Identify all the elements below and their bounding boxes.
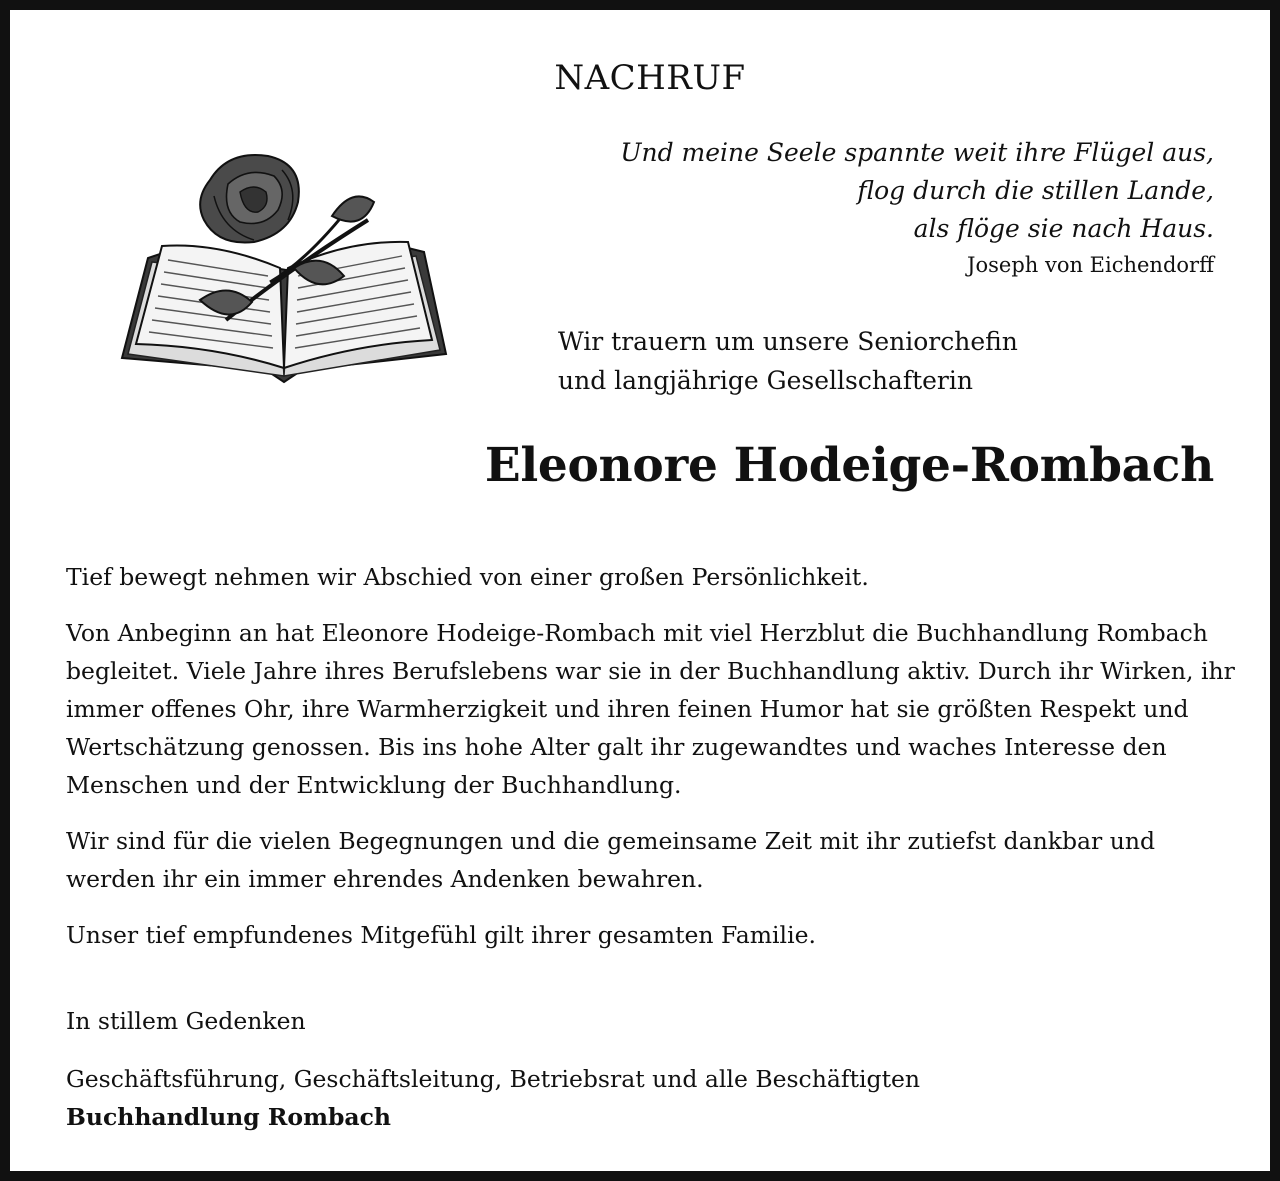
obituary-body [66,558,1236,972]
closing-greeting: In stillem Gedenken [66,1007,306,1035]
signatories: Geschäftsführung, Geschäftsleitung, Betriebsrat und alle Beschäftigten [66,1065,921,1093]
body-paragraph: Tief bewegt nehmen wir Abschied von einer großen Persönlichkeit. [66,563,869,591]
quote-author: Joseph von Eichendorff [967,253,1214,277]
body-paragraph: Wir sind für die vielen Begegnungen und die gemeinsame Zeit mit ihr zutiefst dankbar und werden ihr ein immer ehrendes Andenken bewahren. [66,827,1156,893]
closing-block [66,1002,920,1136]
quote-line: flog durch die stillen Lande, [857,176,1214,205]
poem-quote [620,134,1214,248]
intro-text [558,322,1018,400]
intro-line: Wir trauern um unsere Seniorchefin [558,327,1018,356]
intro-line: und langjährige Gesellschafterin [558,366,973,395]
deceased-name: Eleonore Hodeige-Rombach [484,438,1214,493]
page-title: NACHRUF [554,58,746,98]
body-paragraph: Unser tief empfundenes Mitgefühl gilt ihrer gesamten Familie. [66,921,816,949]
body-paragraph: Von Anbeginn an hat Eleonore Hodeige-Rombach mit viel Herzblut die Buchhandlung Rombach begleitet. Viele Jahre ihres Berufslebens war sie in der Buchhandlung aktiv. Durch ihr Wirken, ihr immer offenes Ohr, ihre Warmherzigkeit und ihren feinen Humor hat sie größten Respekt und Wertschätzung genossen. Bis ins hohe Alter galt ihr zugewandtes und waches Interesse den Menschen und der Entwicklung der Buchhandlung. [66,619,1235,799]
rose-on-open-book-icon [118,150,450,390]
quote-line: als flöge sie nach Haus. [913,214,1214,243]
company-name: Buchhandlung Rombach [66,1103,392,1131]
quote-line: Und meine Seele spannte weit ihre Flügel aus, [620,138,1214,167]
